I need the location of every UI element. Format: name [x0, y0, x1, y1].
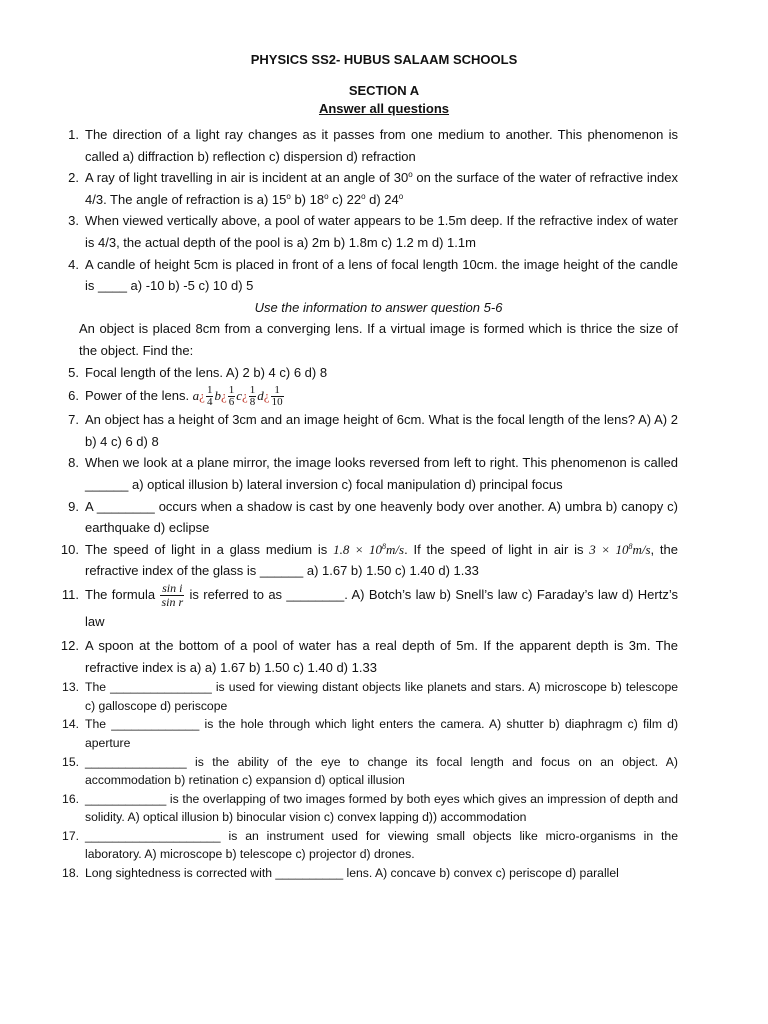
question-text: The direction of a light ray changes as it passes from one medium to another. This phenomenon is called a) diffraction b) reflection c) dispersion d) refraction: [85, 127, 678, 164]
fraction-1-4: $\frac{1}{4}$: [206, 384, 213, 409]
question-list: [48, 124, 678, 297]
question-number: 15.: [62, 754, 79, 769]
question-number: 14.: [62, 717, 79, 732]
question-10: [48, 539, 678, 582]
speed-in-glass: $1.8 \times 10^8m/s$: [333, 541, 405, 557]
question-14: [48, 715, 678, 752]
question-8: [48, 452, 678, 495]
question-text: The _______________ is used for viewing distant objects like planets and stars. A) microscope b) telescope c) galloscope d) periscope: [85, 680, 678, 713]
exam-title: PHYSICS SS2- HUBUS SALAAM SCHOOLS: [250, 52, 518, 67]
question-7: [48, 409, 678, 452]
question-text: Long sightedness is corrected with __________ lens. A) concave b) convex c) periscope d) parallel: [85, 866, 619, 881]
fraction-1-8: $\frac{1}{8}$: [249, 384, 256, 409]
question-list: [48, 362, 678, 883]
question-text: A spoon at the bottom of a pool of water has a real depth of 5m. If the apparent depth is 3m. The refractive index is a) a) 1.67 b) 1.50 c) 1.40 d) 1.33: [85, 637, 678, 675]
info-note: Use the information to answer question 5-6: [254, 299, 503, 315]
degree-sign: o: [408, 170, 413, 180]
question-number: 10.: [60, 541, 79, 557]
question-5: [48, 362, 678, 384]
question-text: A ________ occurs when a shadow is cast by one heavenly body over another. A) umbra b) canopy c) earthquake d) eclipse: [85, 498, 678, 536]
question-number: 6.: [68, 388, 79, 404]
degree-sign: o: [286, 191, 291, 201]
question-number: 8.: [68, 455, 79, 471]
question-3: [48, 210, 678, 253]
question-number: 18.: [62, 866, 79, 881]
instruction-heading: Answer all questions: [318, 101, 450, 116]
fraction-1-6: $\frac{1}{6}$: [228, 384, 235, 409]
question-number: 13.: [62, 680, 79, 695]
question-text: The formula $\frac{\text{sin i}}{\text{sin r}}$ is referred to as ________. A) Botch’s law b) Snell’s law c) Faraday’s law d) Hertz’s law: [85, 580, 678, 629]
question-9: [48, 496, 678, 539]
question-4: [48, 254, 678, 297]
question-17: [48, 827, 678, 864]
question-text: ____________ is the overlapping of two images formed by both eyes which gives an impression of depth and solidity. A) optical illusion b) binocular vision c) convex lapping d)) accommodation: [85, 791, 678, 825]
snell-fraction: $\frac{\text{sin i}}{\text{sin r}}$: [161, 580, 184, 609]
question-text: _______________ is the ability of the eye to change its focal length and focus on an object. A) accommodation b) retination c) expansion d) optical illusion: [85, 754, 678, 788]
degree-sign: o: [324, 191, 329, 201]
question-1: [48, 124, 678, 167]
question-text: The _____________ is the hole through which light enters the camera. A) shutter b) diaphragm c) film d) aperture: [85, 717, 678, 750]
question-text: Power of the lens. a¿ $\frac{1}{4}$ b¿ $\frac{1}{6}$ c¿ $\frac{1}{8}$ d¿ $\frac{1}{10}$: [85, 384, 283, 409]
speed-in-air: $3 \times 10^8m/s$: [589, 541, 651, 557]
question-text: A ray of light travelling in air is incident at an angle of 30$^o$ on the surface of the water of refractive index 4/3. The angle of refraction is a) 15$^o$ b) 18$^o$ c) 22$^o$ d) 24$^o$: [85, 170, 678, 207]
question-11: [48, 582, 678, 635]
question-16: [48, 790, 678, 827]
question-13: [48, 678, 678, 715]
question-2: [48, 167, 678, 210]
degree-sign: o: [398, 191, 404, 201]
question-15: [48, 753, 678, 790]
question-number: 4.: [68, 256, 79, 272]
question-text: A candle of height 5cm is placed in front of a lens of focal length 10cm. the image height of the candle is ____ a) -10 b) -5 c) 10 d) 5: [85, 256, 678, 294]
fraction-1-10: $\frac{1}{10}$: [271, 384, 283, 409]
question-text: The speed of light in a glass medium is $1.8 \times 10^8m/s$. If the speed of light in air is $3 \times 10^8m/s$, the refractive index of the glass is ______ a) 1.67 b) 1.50 c) 1.40 d) 1.33: [85, 541, 679, 579]
question-text: When viewed vertically above, a pool of water appears to be 1.5m deep. If the refractive index of water is 4/3, the actual depth of the pool is a) 2m b) 1.8m c) 1.2 m d) 1.1m: [85, 213, 678, 250]
question-text: When we look at a plane mirror, the image looks reversed from left to right. This phenomenon is called ______ a) optical illusion b) lateral inversion c) focal manipulation d) principal focus: [85, 455, 678, 492]
question-number: 11.: [61, 586, 79, 602]
question-text: ____________________ is an instrument used for viewing small objects like micro-organisms in the laboratory. A) microscope b) telescope c) projector d) drones.: [85, 828, 678, 862]
degree-sign: o: [361, 191, 366, 201]
question-number: 1.: [68, 127, 79, 142]
question-number: 5.: [68, 364, 79, 380]
question-number: 7.: [68, 412, 79, 428]
question-12: [48, 635, 678, 678]
question-number: 17.: [62, 828, 79, 843]
question-number: 3.: [68, 213, 79, 229]
question-text: Focal length of the lens. A) 2 b) 4 c) 6 d) 8: [85, 364, 328, 380]
question-number: 2.: [68, 170, 79, 186]
question-number: 9.: [68, 498, 79, 514]
info-paragraph: An object is placed 8cm from a converging lens. If a virtual image is formed which is thrice the size of the object. Find the:: [79, 321, 678, 358]
question-number: 16.: [62, 791, 79, 806]
section-heading: SECTION A: [348, 83, 420, 98]
question-text: An object has a height of 3cm and an image height of 6cm. What is the focal length of the lens? A) A) 2 b) 4 c) 6 d) 8: [85, 412, 678, 449]
question-18: [48, 864, 678, 883]
question-number: 12.: [60, 637, 79, 653]
question-6: [48, 383, 678, 409]
